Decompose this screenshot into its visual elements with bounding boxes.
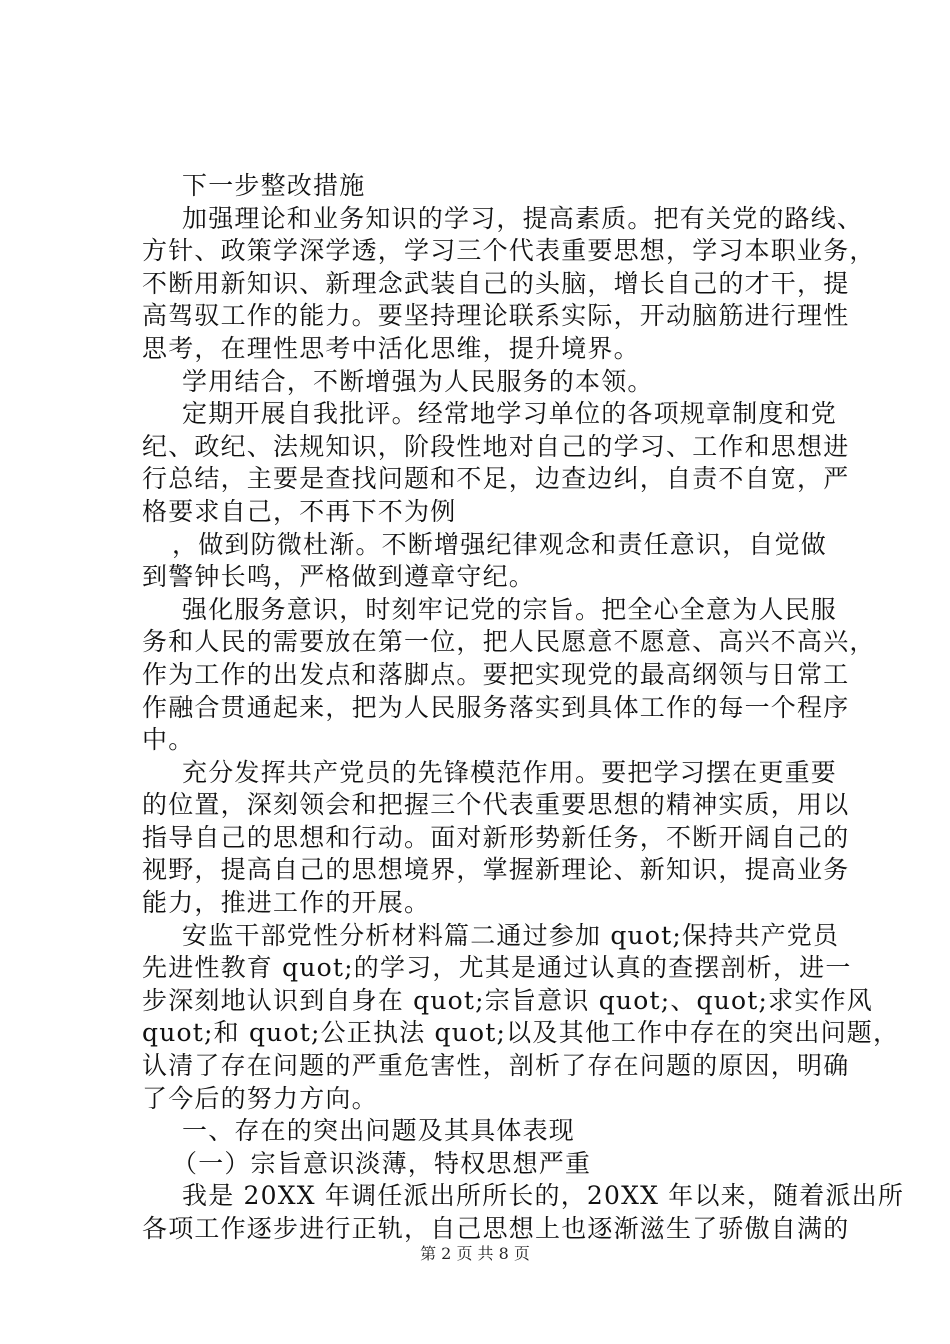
- text-line: 作为工作的出发点和落脚点。要把实现党的最高纲领与日常工: [142, 659, 850, 689]
- text-line: 方针、政策学深学透，学习三个代表重要思想，学习本职业务，: [142, 236, 876, 266]
- text-line: 加强理论和业务知识的学习，提高素质。把有关党的路线、: [182, 203, 864, 233]
- text-line: 强化服务意识，时刻牢记党的宗旨。把全心全意为人民服: [182, 594, 838, 624]
- text-line: 下一步整改措施: [182, 171, 366, 200]
- text-line: 定期开展自我批评。经常地学习单位的各项规章制度和党: [182, 399, 838, 429]
- text-line: 不断用新知识、新理念武装自己的头脑，增长自己的才干，提: [142, 268, 850, 298]
- text-line: （一）宗旨意识淡薄，特权思想严重: [172, 1148, 592, 1178]
- text-line: 视野，提高自己的思想境界，掌握新理论、新知识，提高业务: [142, 855, 850, 885]
- text-line: 格要求自己，不再下不为例: [142, 496, 457, 526]
- text-line: 思考，在理性思考中活化思维，提升境界。: [142, 333, 640, 363]
- text-line: 各项工作逐步进行正轨，自己思想上也逐渐滋生了骄傲自满的: [142, 1214, 850, 1243]
- text-line: 中。: [142, 725, 195, 755]
- text-line: quot;和 quot;公正执法 quot;以及其他工作中存在的突出问题，: [142, 1018, 900, 1048]
- text-line: 了今后的努力方向。: [142, 1083, 378, 1113]
- text-line: 的位置，深刻领会和把握三个代表重要思想的精神实质，用以: [142, 790, 850, 820]
- text-line: ，做到防微杜渐。不断增强纪律观念和责任意识，自觉做: [172, 529, 828, 559]
- text-line: 务和人民的需要放在第一位，把人民愿意不愿意、高兴不高兴，: [142, 627, 876, 657]
- text-line: 纪、政纪、法规知识，阶段性地对自己的学习、工作和思想进: [142, 431, 850, 461]
- text-line: 步深刻地认识到自身在 quot;宗旨意识 quot;、quot;求实作风: [142, 985, 873, 1015]
- text-line: 作融合贯通起来，把为人民服务落实到具体工作的每一个程序: [142, 692, 850, 722]
- text-line: 指导自己的思想和行动。面对新形势新任务，不断开阔自己的: [142, 822, 850, 852]
- text-line: 一、存在的突出问题及其具体表现: [182, 1116, 576, 1146]
- text-line: 安监干部党性分析材料篇二通过参加 quot;保持共产党员: [182, 920, 840, 950]
- text-line: 认清了存在问题的严重危害性，剖析了存在问题的原因，明确: [142, 1051, 850, 1081]
- body-text: [142, 170, 905, 1246]
- text-line: 行总结，主要是查找问题和不足，边查边纠，自责不自宽，严: [142, 464, 850, 494]
- text-line: 学用结合，不断增强为人民服务的本领。: [182, 366, 654, 396]
- text-line: 能力，推进工作的开展。: [142, 888, 431, 918]
- text-line: 我是 20XX 年调任派出所所长的，20XX 年以来，随着派出所: [182, 1181, 905, 1211]
- page-footer: 第 2 页 共 8 页: [420, 1244, 530, 1263]
- text-line: 到警钟长鸣，严格做到遵章守纪。: [142, 562, 536, 592]
- text-line: 充分发挥共产党员的先锋模范作用。要把学习摆在更重要: [182, 757, 838, 787]
- text-line: 高驾驭工作的能力。要坚持理论联系实际，开动脑筋进行理性: [142, 301, 850, 331]
- text-line: 先进性教育 quot;的学习，尤其是通过认真的查摆剖析，进一: [142, 953, 852, 983]
